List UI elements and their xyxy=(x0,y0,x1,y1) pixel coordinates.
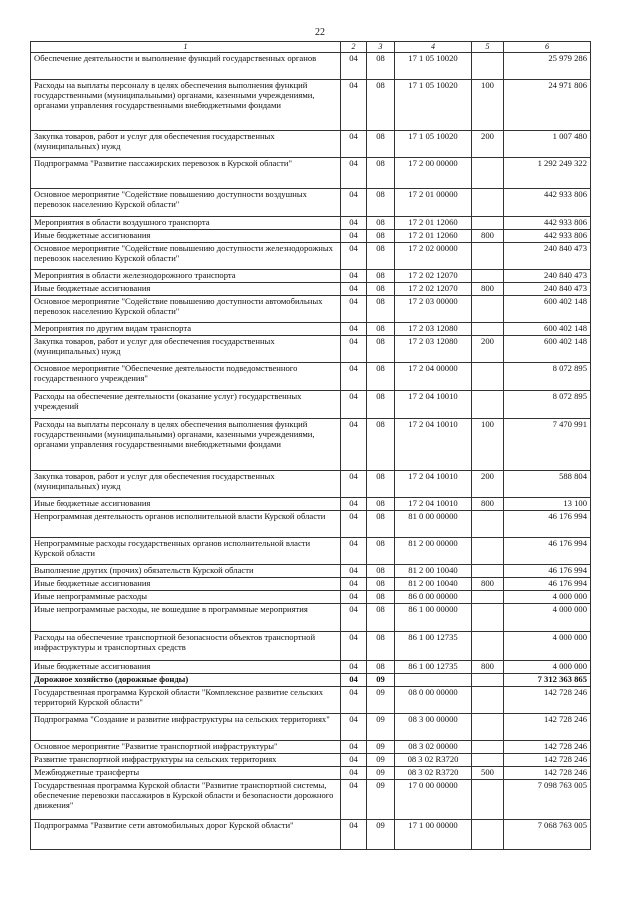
row-amount: 442 933 806 xyxy=(504,217,591,230)
row-subsection: 08 xyxy=(367,230,395,243)
row-subsection: 09 xyxy=(367,767,395,780)
row-target-code: 81 0 00 00000 xyxy=(395,511,472,538)
row-subsection: 08 xyxy=(367,270,395,283)
table-row xyxy=(31,767,591,780)
row-amount: 8 072 895 xyxy=(504,363,591,391)
row-expense-type xyxy=(472,53,504,80)
row-target-code: 17 2 04 10010 xyxy=(395,419,472,471)
table-row xyxy=(31,714,591,741)
table-row xyxy=(31,158,591,189)
row-subsection: 08 xyxy=(367,565,395,578)
row-section: 04 xyxy=(341,471,367,498)
row-expense-type xyxy=(472,363,504,391)
row-expense-type xyxy=(472,270,504,283)
table-row xyxy=(31,538,591,565)
row-amount: 8 072 895 xyxy=(504,391,591,419)
table-row xyxy=(31,754,591,767)
row-amount: 142 728 246 xyxy=(504,754,591,767)
row-target-code: 17 2 00 00000 xyxy=(395,158,472,189)
row-subsection: 08 xyxy=(367,632,395,661)
row-amount: 600 402 148 xyxy=(504,323,591,336)
row-expense-type: 800 xyxy=(472,661,504,674)
row-section: 04 xyxy=(341,323,367,336)
row-name: Иные непрограммные расходы xyxy=(31,591,341,604)
row-amount: 4 000 000 xyxy=(504,604,591,632)
row-expense-type xyxy=(472,674,504,687)
row-amount: 25 979 286 xyxy=(504,53,591,80)
row-expense-type xyxy=(472,604,504,632)
row-subsection: 09 xyxy=(367,741,395,754)
row-subsection: 08 xyxy=(367,363,395,391)
row-subsection: 08 xyxy=(367,80,395,131)
row-expense-type xyxy=(472,189,504,217)
row-amount: 1 007 480 xyxy=(504,131,591,158)
row-target-code: 86 0 00 00000 xyxy=(395,591,472,604)
row-expense-type: 800 xyxy=(472,230,504,243)
row-expense-type xyxy=(472,741,504,754)
row-section: 04 xyxy=(341,217,367,230)
column-header: 6 xyxy=(504,42,591,53)
row-target-code: 17 2 04 10010 xyxy=(395,391,472,419)
table-row xyxy=(31,820,591,850)
row-expense-type xyxy=(472,243,504,270)
column-number-row xyxy=(31,42,591,53)
row-section: 04 xyxy=(341,604,367,632)
column-header: 3 xyxy=(367,42,395,53)
row-name: Государственная программа Курской области "Комплексное развитие сельских территорий Курской области" xyxy=(31,687,341,714)
row-target-code: 81 2 00 00000 xyxy=(395,538,472,565)
row-amount: 142 728 246 xyxy=(504,714,591,741)
table-row xyxy=(31,687,591,714)
row-target-code: 17 1 00 00000 xyxy=(395,820,472,850)
row-section: 04 xyxy=(341,578,367,591)
row-name: Государственная программа Курской области "Развитие транспортной системы, обеспечение перевозки пассажиров в Курской области и безопасности дорожного движения" xyxy=(31,780,341,820)
row-section: 04 xyxy=(341,131,367,158)
row-amount: 7 098 763 005 xyxy=(504,780,591,820)
row-target-code: 81 2 00 10040 xyxy=(395,578,472,591)
row-name: Мероприятия в области железнодорожного транспорта xyxy=(31,270,341,283)
table-row xyxy=(31,189,591,217)
table-row xyxy=(31,230,591,243)
row-name: Закупка товаров, работ и услуг для обеспечения государственных (муниципальных) нужд xyxy=(31,131,341,158)
row-subsection: 09 xyxy=(367,754,395,767)
row-name: Иные бюджетные ассигнования xyxy=(31,498,341,511)
row-name: Дорожное хозяйство (дорожные фонды) xyxy=(31,674,341,687)
row-amount: 24 971 806 xyxy=(504,80,591,131)
row-amount: 442 933 806 xyxy=(504,189,591,217)
row-expense-type xyxy=(472,820,504,850)
row-expense-type: 800 xyxy=(472,283,504,296)
row-subsection: 08 xyxy=(367,217,395,230)
row-amount: 600 402 148 xyxy=(504,296,591,323)
row-subsection: 08 xyxy=(367,336,395,363)
row-expense-type: 800 xyxy=(472,498,504,511)
table-row xyxy=(31,363,591,391)
table-row xyxy=(31,323,591,336)
row-expense-type: 200 xyxy=(472,471,504,498)
row-target-code: 08 3 02 00000 xyxy=(395,741,472,754)
row-amount: 46 176 994 xyxy=(504,565,591,578)
row-target-code: 17 2 03 12080 xyxy=(395,336,472,363)
row-expense-type xyxy=(472,687,504,714)
row-amount: 4 000 000 xyxy=(504,661,591,674)
column-header: 5 xyxy=(472,42,504,53)
row-section: 04 xyxy=(341,754,367,767)
table-row xyxy=(31,243,591,270)
row-name: Непрограммные расходы государственных органов исполнительной власти Курской области xyxy=(31,538,341,565)
row-subsection: 08 xyxy=(367,538,395,565)
row-name: Иные непрограммные расходы, не вошедшие в программные мероприятия xyxy=(31,604,341,632)
row-amount: 7 312 363 865 xyxy=(504,674,591,687)
row-subsection: 08 xyxy=(367,604,395,632)
table-row xyxy=(31,80,591,131)
row-name: Иные бюджетные ассигнования xyxy=(31,283,341,296)
row-amount: 240 840 473 xyxy=(504,243,591,270)
row-section: 04 xyxy=(341,230,367,243)
row-subsection: 09 xyxy=(367,714,395,741)
row-subsection: 08 xyxy=(367,53,395,80)
row-name: Мероприятия по другим видам транспорта xyxy=(31,323,341,336)
row-subsection: 08 xyxy=(367,578,395,591)
table-row xyxy=(31,131,591,158)
row-target-code: 17 1 05 10020 xyxy=(395,80,472,131)
row-target-code: 08 3 02 R3720 xyxy=(395,767,472,780)
row-target-code: 17 1 05 10020 xyxy=(395,131,472,158)
row-target-code: 08 3 02 R3720 xyxy=(395,754,472,767)
row-subsection: 08 xyxy=(367,591,395,604)
table-row xyxy=(31,217,591,230)
row-name: Основное мероприятие "Содействие повышению доступности железнодорожных перевозок населению Курской области" xyxy=(31,243,341,270)
row-target-code: 17 2 04 10010 xyxy=(395,498,472,511)
row-section: 04 xyxy=(341,336,367,363)
row-amount: 1 292 249 322 xyxy=(504,158,591,189)
row-name: Расходы на обеспечение транспортной безопасности объектов транспортной инфраструктуры и транспортных средств xyxy=(31,632,341,661)
table-row xyxy=(31,53,591,80)
table-row xyxy=(31,511,591,538)
row-section: 04 xyxy=(341,53,367,80)
row-subsection: 08 xyxy=(367,243,395,270)
row-name: Выполнение других (прочих) обязательств Курской области xyxy=(31,565,341,578)
row-subsection: 08 xyxy=(367,296,395,323)
row-expense-type xyxy=(472,714,504,741)
row-amount: 142 728 246 xyxy=(504,741,591,754)
row-subsection: 08 xyxy=(367,131,395,158)
row-section: 04 xyxy=(341,243,367,270)
row-expense-type: 100 xyxy=(472,419,504,471)
table-row xyxy=(31,419,591,471)
row-name: Расходы на обеспечение деятельности (оказание услуг) государственных учреждений xyxy=(31,391,341,419)
row-subsection: 08 xyxy=(367,471,395,498)
row-expense-type xyxy=(472,391,504,419)
row-section: 04 xyxy=(341,283,367,296)
table-row xyxy=(31,741,591,754)
row-section: 04 xyxy=(341,296,367,323)
row-amount: 142 728 246 xyxy=(504,767,591,780)
row-name: Основное мероприятие "Развитие транспортной инфраструктуры" xyxy=(31,741,341,754)
row-section: 04 xyxy=(341,741,367,754)
row-name: Иные бюджетные ассигнования xyxy=(31,661,341,674)
row-amount: 442 933 806 xyxy=(504,230,591,243)
row-amount: 142 728 246 xyxy=(504,687,591,714)
row-expense-type xyxy=(472,511,504,538)
row-subsection: 08 xyxy=(367,189,395,217)
row-target-code: 17 2 01 00000 xyxy=(395,189,472,217)
row-expense-type xyxy=(472,296,504,323)
row-amount: 46 176 994 xyxy=(504,578,591,591)
row-section: 04 xyxy=(341,511,367,538)
row-target-code: 17 2 03 12080 xyxy=(395,323,472,336)
row-subsection: 08 xyxy=(367,158,395,189)
table-row xyxy=(31,565,591,578)
row-expense-type xyxy=(472,217,504,230)
row-name: Основное мероприятие "Содействие повышению доступности воздушных перевозок населению Курской области" xyxy=(31,189,341,217)
table-row xyxy=(31,632,591,661)
row-name: Расходы на выплаты персоналу в целях обеспечения выполнения функций государственными (муниципальными) органами, казенными учреждениями, органами управления государственными внебюджетными фондами xyxy=(31,419,341,471)
row-subsection: 08 xyxy=(367,511,395,538)
row-section: 04 xyxy=(341,270,367,283)
row-amount: 240 840 473 xyxy=(504,270,591,283)
row-expense-type xyxy=(472,591,504,604)
table-row xyxy=(31,296,591,323)
row-name: Непрограммная деятельность органов исполнительной власти Курской области xyxy=(31,511,341,538)
row-target-code: 08 0 00 00000 xyxy=(395,687,472,714)
row-subsection: 08 xyxy=(367,323,395,336)
row-expense-type: 100 xyxy=(472,80,504,131)
row-section: 04 xyxy=(341,158,367,189)
page-number: 22 xyxy=(315,27,325,38)
row-expense-type xyxy=(472,538,504,565)
column-header: 2 xyxy=(341,42,367,53)
row-section: 04 xyxy=(341,632,367,661)
row-target-code: 17 2 02 00000 xyxy=(395,243,472,270)
row-target-code: 17 2 04 10010 xyxy=(395,471,472,498)
row-target-code: 17 1 05 10020 xyxy=(395,53,472,80)
row-name: Иные бюджетные ассигнования xyxy=(31,578,341,591)
row-section: 04 xyxy=(341,80,367,131)
row-target-code: 86 1 00 12735 xyxy=(395,661,472,674)
row-subsection: 08 xyxy=(367,498,395,511)
row-name: Подпрограмма "Развитие пассажирских перевозок в Курской области" xyxy=(31,158,341,189)
row-amount: 13 100 xyxy=(504,498,591,511)
row-amount: 588 804 xyxy=(504,471,591,498)
row-amount: 46 176 994 xyxy=(504,538,591,565)
row-section: 04 xyxy=(341,391,367,419)
row-section: 04 xyxy=(341,419,367,471)
table-row xyxy=(31,661,591,674)
row-target-code: 17 0 00 00000 xyxy=(395,780,472,820)
row-subsection: 09 xyxy=(367,674,395,687)
row-section: 04 xyxy=(341,780,367,820)
row-subsection: 09 xyxy=(367,687,395,714)
row-section: 04 xyxy=(341,661,367,674)
row-section: 04 xyxy=(341,687,367,714)
row-target-code xyxy=(395,674,472,687)
row-name: Подпрограмма "Развитие сети автомобильных дорог Курской области" xyxy=(31,820,341,850)
row-expense-type xyxy=(472,565,504,578)
column-header: 4 xyxy=(395,42,472,53)
row-section: 04 xyxy=(341,363,367,391)
table-row xyxy=(31,270,591,283)
row-name: Обеспечение деятельности и выполнение функций государственных органов xyxy=(31,53,341,80)
row-name: Закупка товаров, работ и услуг для обеспечения государственных (муниципальных) нужд xyxy=(31,336,341,363)
row-name: Расходы на выплаты персоналу в целях обеспечения выполнения функций государственными (муниципальными) органами, казенными учреждениями, органами управления государственными внебюджетными фондами xyxy=(31,80,341,131)
row-amount: 7 470 991 xyxy=(504,419,591,471)
row-section: 04 xyxy=(341,674,367,687)
row-section: 04 xyxy=(341,538,367,565)
row-expense-type xyxy=(472,754,504,767)
table-row xyxy=(31,604,591,632)
row-subsection: 09 xyxy=(367,820,395,850)
row-expense-type xyxy=(472,158,504,189)
row-section: 04 xyxy=(341,498,367,511)
row-expense-type xyxy=(472,323,504,336)
row-target-code: 17 2 04 00000 xyxy=(395,363,472,391)
table-row xyxy=(31,498,591,511)
row-amount: 46 176 994 xyxy=(504,511,591,538)
row-target-code: 17 2 02 12070 xyxy=(395,283,472,296)
row-section: 04 xyxy=(341,189,367,217)
row-expense-type: 500 xyxy=(472,767,504,780)
table-row xyxy=(31,336,591,363)
row-section: 04 xyxy=(341,565,367,578)
row-name: Иные бюджетные ассигнования xyxy=(31,230,341,243)
row-section: 04 xyxy=(341,591,367,604)
row-amount: 7 068 763 005 xyxy=(504,820,591,850)
row-name: Закупка товаров, работ и услуг для обеспечения государственных (муниципальных) нужд xyxy=(31,471,341,498)
row-section: 04 xyxy=(341,767,367,780)
row-target-code: 81 2 00 10040 xyxy=(395,565,472,578)
table-row xyxy=(31,780,591,820)
row-section: 04 xyxy=(341,820,367,850)
row-name: Развитие транспортной инфраструктуры на сельских территориях xyxy=(31,754,341,767)
row-subsection: 08 xyxy=(367,283,395,296)
row-name: Основное мероприятие "Содействие повышению доступности автомобильных перевозок населению Курской области" xyxy=(31,296,341,323)
budget-table xyxy=(30,41,591,850)
row-section: 04 xyxy=(341,714,367,741)
row-name: Межбюджетные трансферты xyxy=(31,767,341,780)
row-name: Подпрограмма "Создание и развитие инфраструктуры на сельских территориях" xyxy=(31,714,341,741)
row-target-code: 17 2 01 12060 xyxy=(395,217,472,230)
row-target-code: 17 2 01 12060 xyxy=(395,230,472,243)
table-row xyxy=(31,283,591,296)
row-expense-type xyxy=(472,632,504,661)
row-target-code: 17 2 03 00000 xyxy=(395,296,472,323)
row-expense-type: 800 xyxy=(472,578,504,591)
row-amount: 600 402 148 xyxy=(504,336,591,363)
row-subsection: 09 xyxy=(367,780,395,820)
table-row xyxy=(31,471,591,498)
row-target-code: 08 3 00 00000 xyxy=(395,714,472,741)
row-subsection: 08 xyxy=(367,661,395,674)
row-subsection: 08 xyxy=(367,391,395,419)
row-subsection: 08 xyxy=(367,419,395,471)
column-header: 1 xyxy=(31,42,341,53)
row-target-code: 17 2 02 12070 xyxy=(395,270,472,283)
table-row xyxy=(31,391,591,419)
row-name: Мероприятия в области воздушного транспорта xyxy=(31,217,341,230)
row-amount: 4 000 000 xyxy=(504,632,591,661)
row-amount: 240 840 473 xyxy=(504,283,591,296)
table-row xyxy=(31,578,591,591)
table-row xyxy=(31,591,591,604)
row-name: Основное мероприятие "Обеспечение деятельности подведомственного государственного учреждения" xyxy=(31,363,341,391)
row-expense-type xyxy=(472,780,504,820)
row-expense-type: 200 xyxy=(472,131,504,158)
row-target-code: 86 1 00 00000 xyxy=(395,604,472,632)
row-amount: 4 000 000 xyxy=(504,591,591,604)
row-target-code: 86 1 00 12735 xyxy=(395,632,472,661)
table-row xyxy=(31,674,591,687)
row-expense-type: 200 xyxy=(472,336,504,363)
